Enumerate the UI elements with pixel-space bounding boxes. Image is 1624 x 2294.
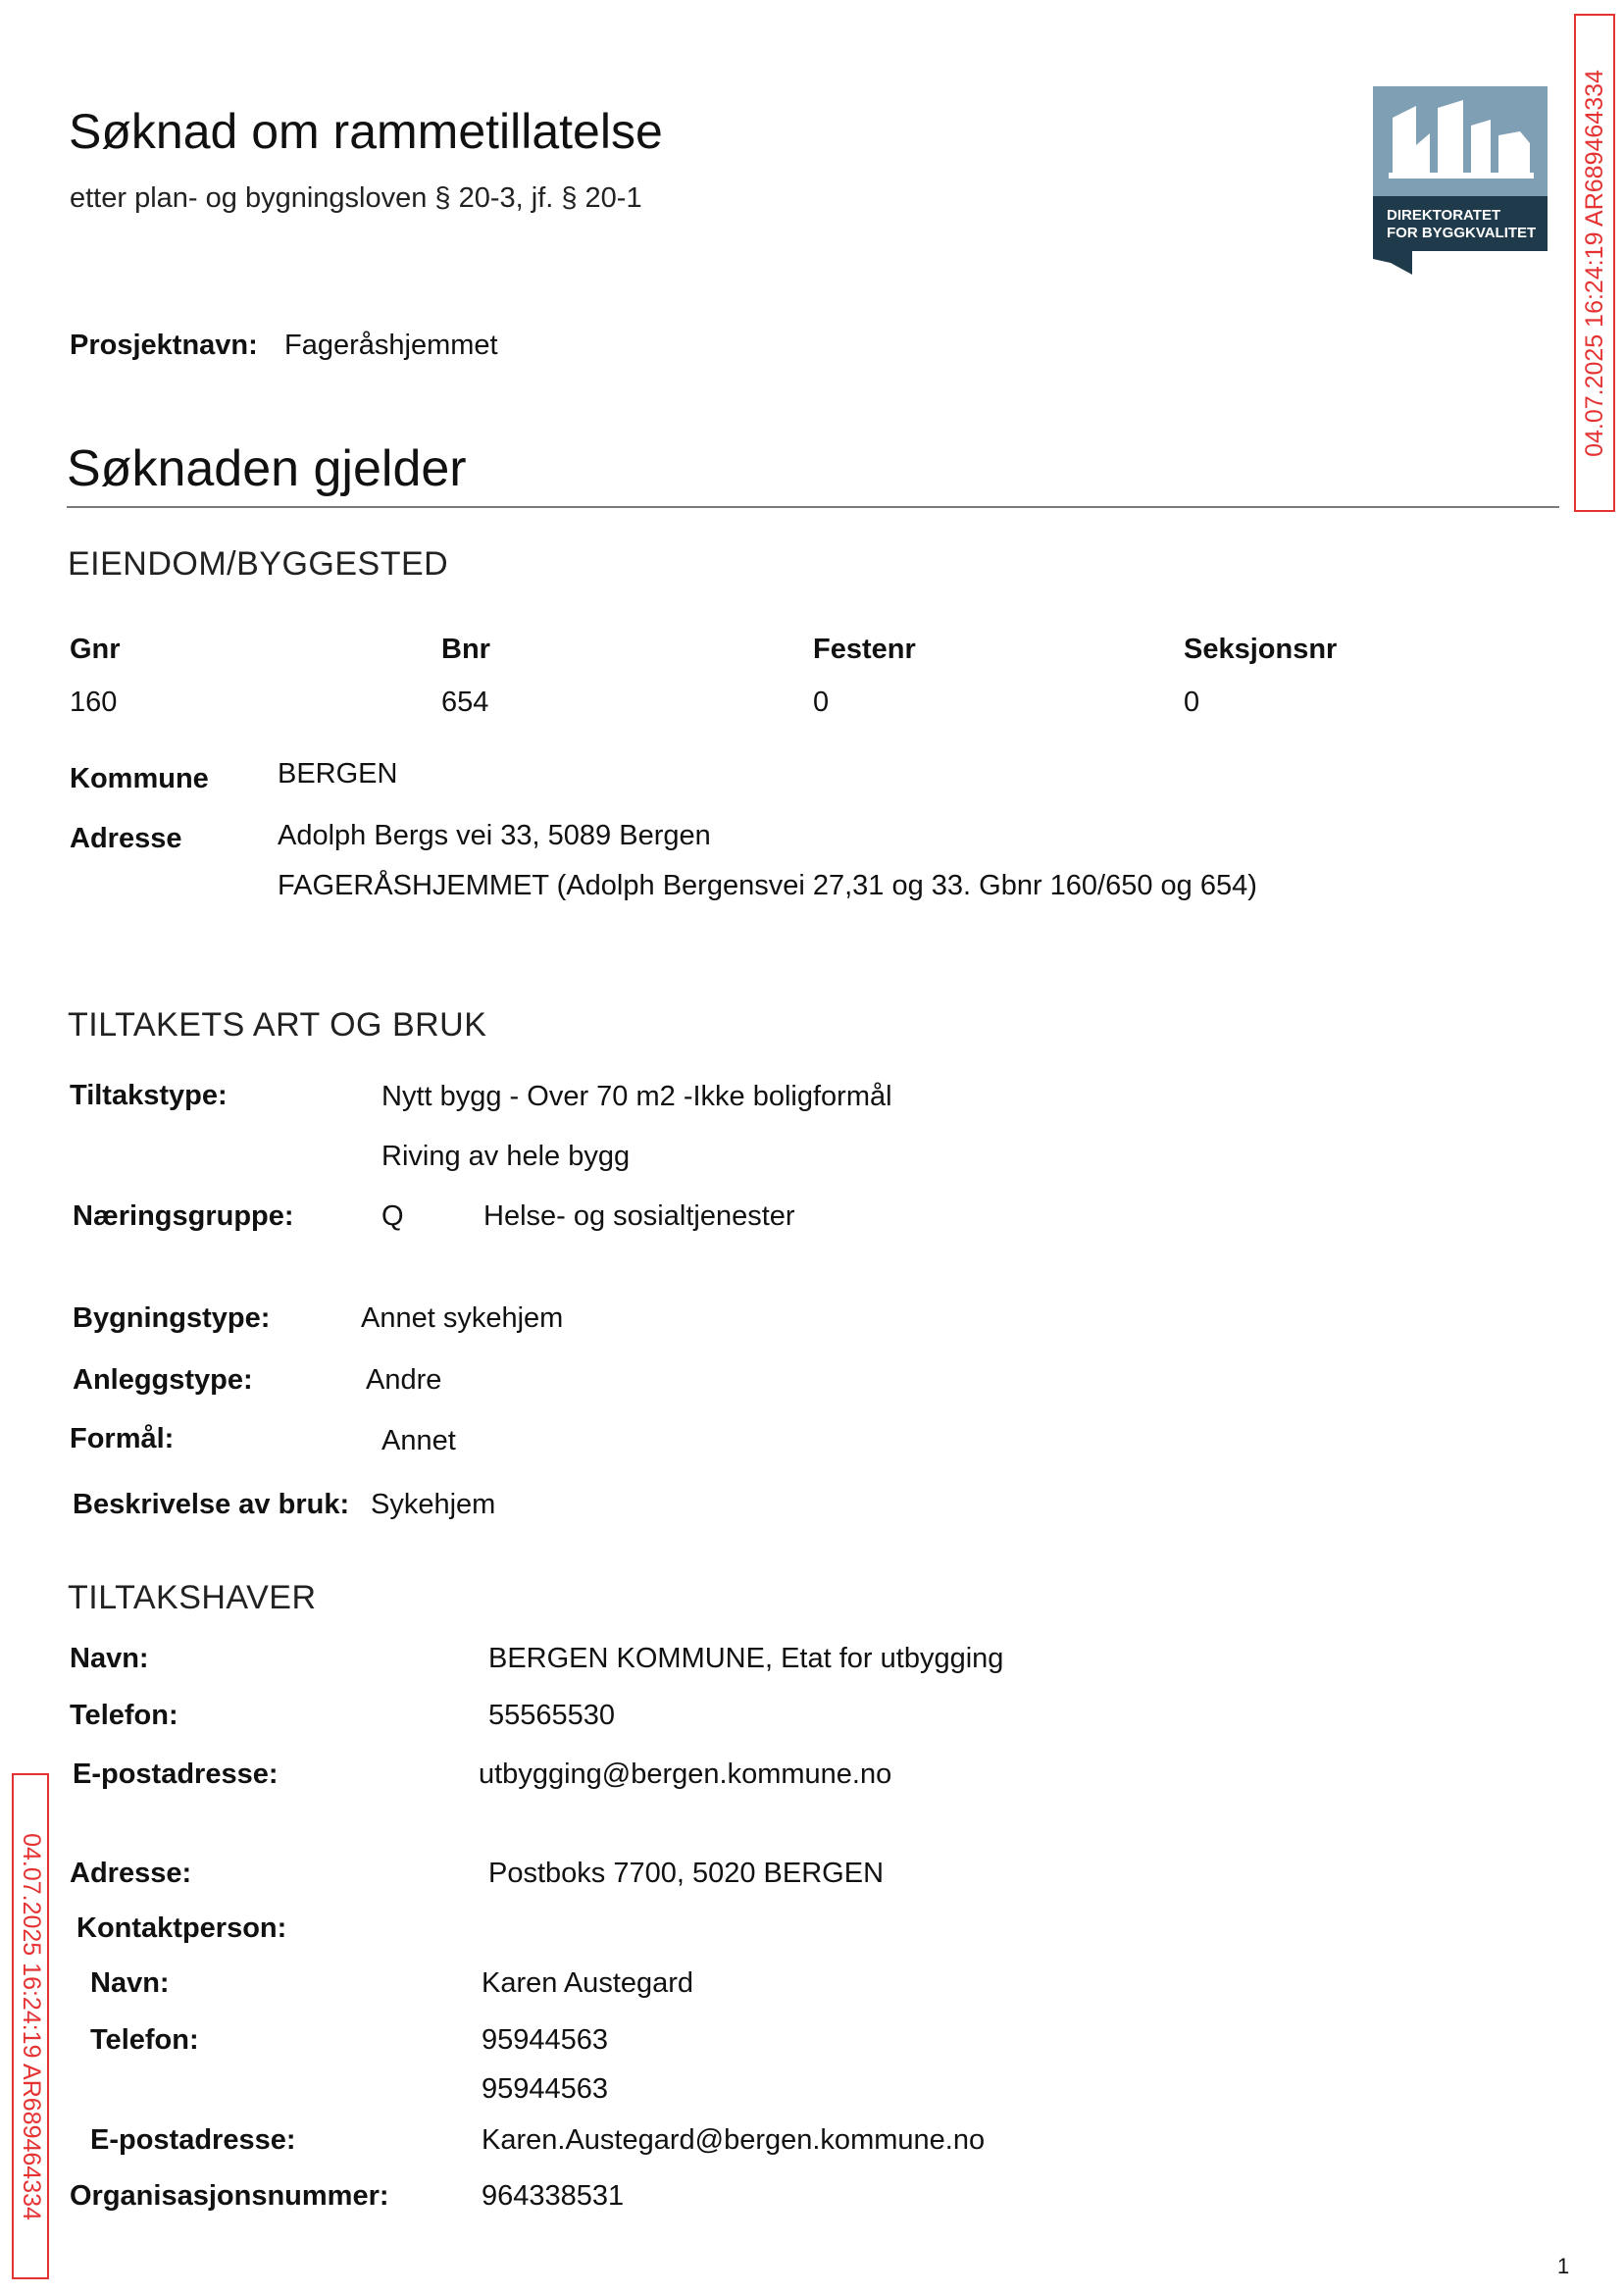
beskrivelse-label: Beskrivelse av bruk: [73,1489,350,1520]
th-epost-value: utbygging@bergen.kommune.no [479,1759,892,1790]
th-navn-value: BERGEN KOMMUNE, Etat for utbygging [488,1643,1004,1674]
seksjonsnr-value: 0 [1184,687,1200,718]
bygningstype-value: Annet sykehjem [361,1302,564,1334]
th-navn-label: Navn: [70,1643,149,1674]
orgnr-value: 964338531 [482,2180,625,2212]
section-divider [67,506,1559,508]
receipt-stamp-left [12,1773,49,2279]
kommune-label: Kommune [70,763,209,794]
dibk-logo [1373,86,1548,275]
festenr-label: Festenr [813,634,916,665]
gnr-value: 160 [70,687,118,718]
th-epost-label: E-postadresse: [73,1759,279,1790]
tiltak-heading: TILTAKETS ART OG BRUK [68,1006,487,1044]
adresse-line-1: Adolph Bergs vei 33, 5089 Bergen [278,820,711,851]
project-name-value: Fageråshjemmet [284,330,498,361]
naeringsgruppe-code: Q [381,1200,404,1232]
tiltakshaver-heading: TILTAKSHAVER [68,1579,317,1616]
kp-navn-label: Navn: [90,1967,170,1999]
bnr-value: 654 [441,687,489,718]
festenr-value: 0 [813,687,830,718]
logo-text-1: DIREKTORATET [1387,207,1501,224]
section-title: Søknaden gjelder [67,440,467,497]
kp-epost-value: Karen.Austegard@bergen.kommune.no [482,2124,986,2156]
anleggstype-value: Andre [366,1364,442,1396]
stamp-text-left: 04.07.2025 16:24:19 AR689464334 [17,1832,45,2220]
adresse-label: Adresse [70,823,182,854]
beskrivelse-value: Sykehjem [371,1489,496,1520]
bnr-label: Bnr [441,634,490,665]
receipt-stamp-right [1574,14,1615,512]
project-name-label: Prosjektnavn: [70,330,258,361]
tiltakstype-value-2: Riving av hele bygg [381,1141,631,1172]
th-adresse-label: Adresse: [70,1858,192,1889]
kp-epost-label: E-postadresse: [90,2124,296,2156]
page-title: Søknad om rammetillatelse [69,104,663,159]
tiltakstype-value-1: Nytt bygg - Over 70 m2 -Ikke boligformål [381,1081,892,1112]
formal-label: Formål: [70,1423,175,1454]
tiltakstype-label: Tiltakstype: [70,1080,228,1111]
gnr-label: Gnr [70,634,121,665]
th-telefon-label: Telefon: [70,1700,178,1731]
orgnr-label: Organisasjonsnummer: [70,2180,389,2212]
page-subtitle: etter plan- og bygningsloven § 20-3, jf. § 20-1 [70,182,642,214]
th-telefon-value: 55565530 [488,1700,616,1731]
th-adresse-value: Postboks 7700, 5020 BERGEN [488,1858,885,1889]
kp-telefon-value-2: 95944563 [482,2073,609,2105]
kp-navn-value: Karen Austegard [482,1967,694,1999]
anleggstype-label: Anleggstype: [73,1364,253,1396]
bygningstype-label: Bygningstype: [73,1302,271,1334]
kommune-value: BERGEN [278,758,398,790]
logo-text-2: FOR BYGGKVALITET [1387,225,1537,241]
naeringsgruppe-label: Næringsgruppe: [73,1200,294,1232]
formal-value: Annet [381,1425,456,1456]
kp-telefon-value-1: 95944563 [482,2024,609,2056]
kp-telefon-label: Telefon: [90,2024,199,2056]
stamp-text-right: 04.07.2025 16:24:19 AR689464334 [1580,69,1608,457]
seksjonsnr-label: Seksjonsnr [1184,634,1338,665]
kontaktperson-label: Kontaktperson: [76,1912,287,1944]
naeringsgruppe-text: Helse- og sosialtjenester [483,1200,795,1232]
page-number: 1 [1557,2254,1570,2278]
adresse-line-2: FAGERÅSHJEMMET (Adolph Bergensvei 27,31 og 33. Gbnr 160/650 og 654) [278,870,1257,901]
property-heading: EIENDOM/BYGGESTED [68,545,449,583]
